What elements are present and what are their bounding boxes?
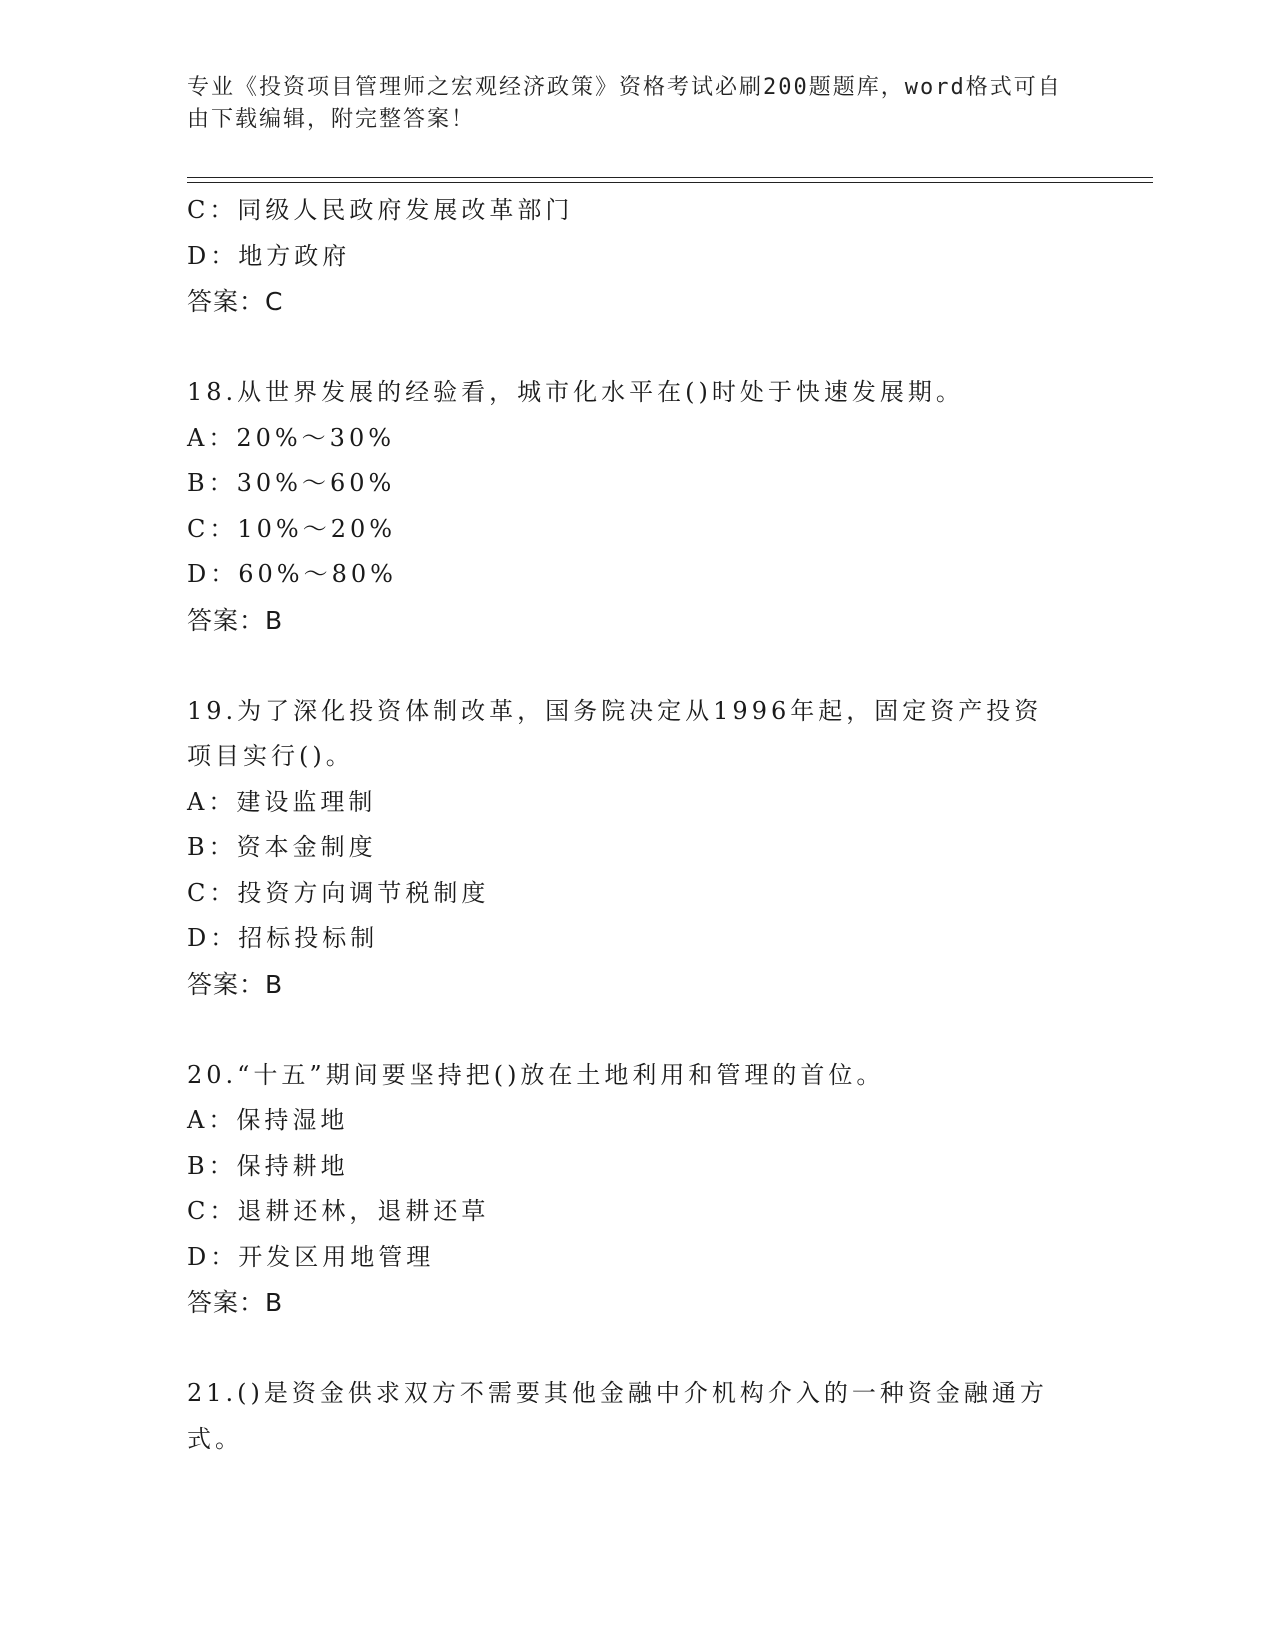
option-d: D：60%～80%	[187, 560, 397, 588]
option-b: B：保持耕地	[187, 1151, 349, 1180]
spacer	[187, 643, 1087, 689]
header-rule-bottom	[187, 182, 1153, 183]
option-a: A：建设监理制	[187, 787, 377, 816]
spacer	[187, 325, 1087, 371]
question-stem: 19.为了深化投资体制改革，国务院决定从1996年起，固定资产投资项目实行()。	[187, 696, 1043, 770]
option-d: D：招标投标制	[187, 924, 379, 952]
question-17-fragment	[187, 188, 1087, 325]
question-stem: 18.从世界发展的经验看，城市化水平在()时处于快速发展期。	[187, 378, 964, 406]
answer-line: 答案：C	[187, 287, 284, 316]
document-body	[187, 188, 1087, 1462]
question-21	[187, 1371, 1087, 1462]
answer-line: 答案：B	[187, 969, 284, 999]
page-header-text: 专业《投资项目管理师之宏观经济政策》资格考试必刷200题题库，word格式可自由下载编辑，附完整答案！	[187, 75, 1062, 132]
option-a: A：保持湿地	[187, 1106, 349, 1134]
answer-line: 答案：B	[187, 1288, 284, 1317]
question-stem: 21.()是资金供求双方不需要其他金融中介机构介入的一种资金融通方式。	[187, 1379, 1048, 1453]
option-b: B：30%～60%	[187, 469, 396, 497]
question-18	[187, 370, 1087, 643]
option-c: C：同级人民政府发展改革部门	[187, 196, 574, 224]
option-c: C：退耕还林，退耕还草	[187, 1197, 490, 1225]
header-rule-top	[187, 177, 1153, 178]
question-20	[187, 1053, 1087, 1326]
spacer	[187, 1326, 1087, 1372]
option-d: D：开发区用地管理	[187, 1242, 435, 1271]
option-c: C：10%～20%	[187, 514, 397, 543]
answer-line: 答案：B	[187, 605, 284, 635]
question-stem: 20.“十五”期间要坚持把()放在土地利用和管理的首位。	[187, 1060, 885, 1089]
spacer	[187, 1007, 1087, 1053]
option-c: C：投资方向调节税制度	[187, 878, 490, 907]
option-b: B：资本金制度	[187, 833, 377, 861]
option-d: D：地方政府	[187, 241, 351, 270]
option-a: A：20%～30%	[187, 423, 396, 452]
question-19	[187, 689, 1087, 1008]
